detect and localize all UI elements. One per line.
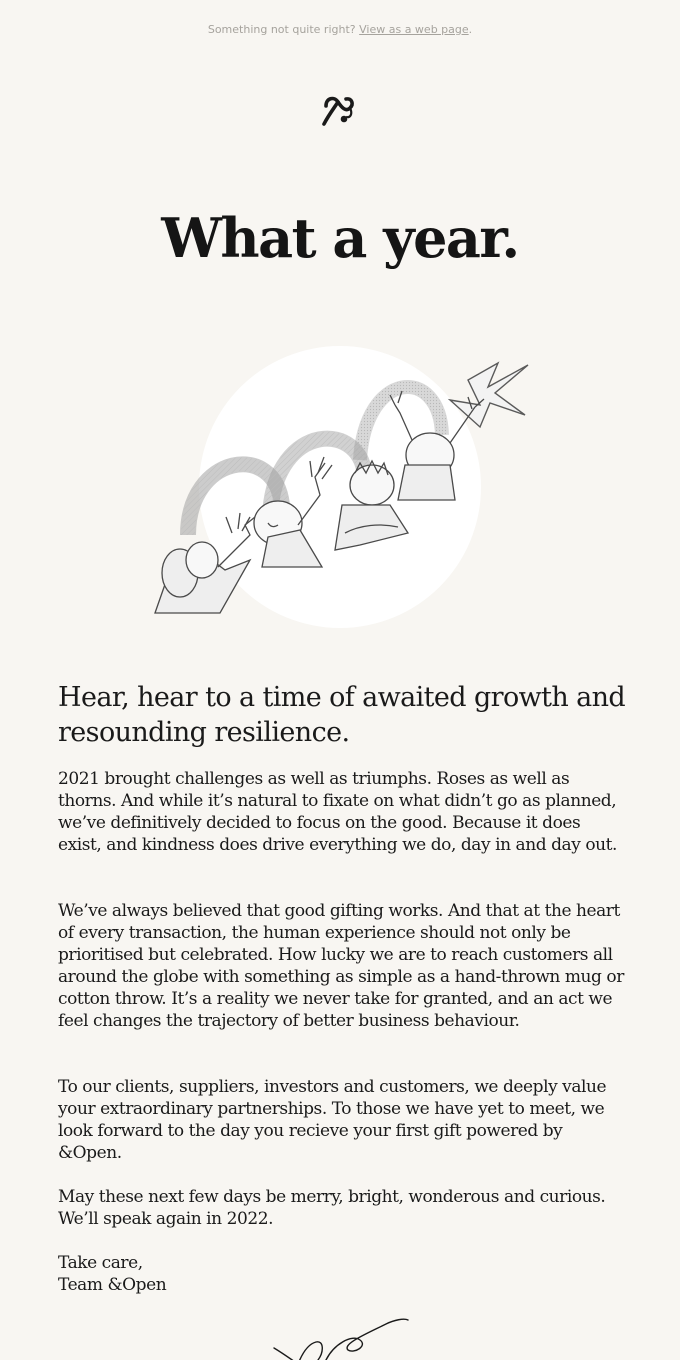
page-title: What a year. [161, 206, 519, 270]
body-paragraph-4: May these next few days be merry, bright, wonderous and curious. We’ll speak again in 2022. [58, 1187, 606, 1229]
preheader-text: Something not quite right? [207, 23, 360, 36]
signoff: Take care, [58, 1253, 143, 1273]
view-web-page-link[interactable]: View as a web page [359, 23, 469, 36]
body-paragraph-2: We’ve always believed that good gifting works. And that at the heart of every transaction, the human experience should not only be prioritised but celebrated. How lucky we are to reach customers all around the globe with something as simple as a hand-thrown mug or cotton throw. It’s a reality we never take for granted, and an act we feel changes the trajectory of better business behaviour. [58, 901, 624, 1031]
celebration-illustration [150, 345, 540, 635]
body-paragraph-3: To our clients, suppliers, investors and customers, we deeply value your extraordinary partnerships. To those we have yet to meet, we look forward to the day you recieve your first gift powered by &Open. [58, 1077, 607, 1163]
body-paragraph-1: 2021 brought challenges as well as triumphs. Roses as well as thorns. And while it’s natural to fixate on what didn’t go as planned, we’ve definitively decided to focus on the good. Because it does exist, and kindness does drive everything we do, day in and day out. [58, 769, 617, 855]
andopen-logo-icon[interactable] [320, 92, 360, 128]
handwritten-signature [268, 1314, 418, 1360]
signoff-name: Team &Open [58, 1275, 167, 1295]
section-heading: Hear, hear to a time of awaited growth and resounding resilience. [58, 682, 626, 748]
preheader [0, 23, 680, 36]
preheader-suffix: . [468, 23, 473, 36]
